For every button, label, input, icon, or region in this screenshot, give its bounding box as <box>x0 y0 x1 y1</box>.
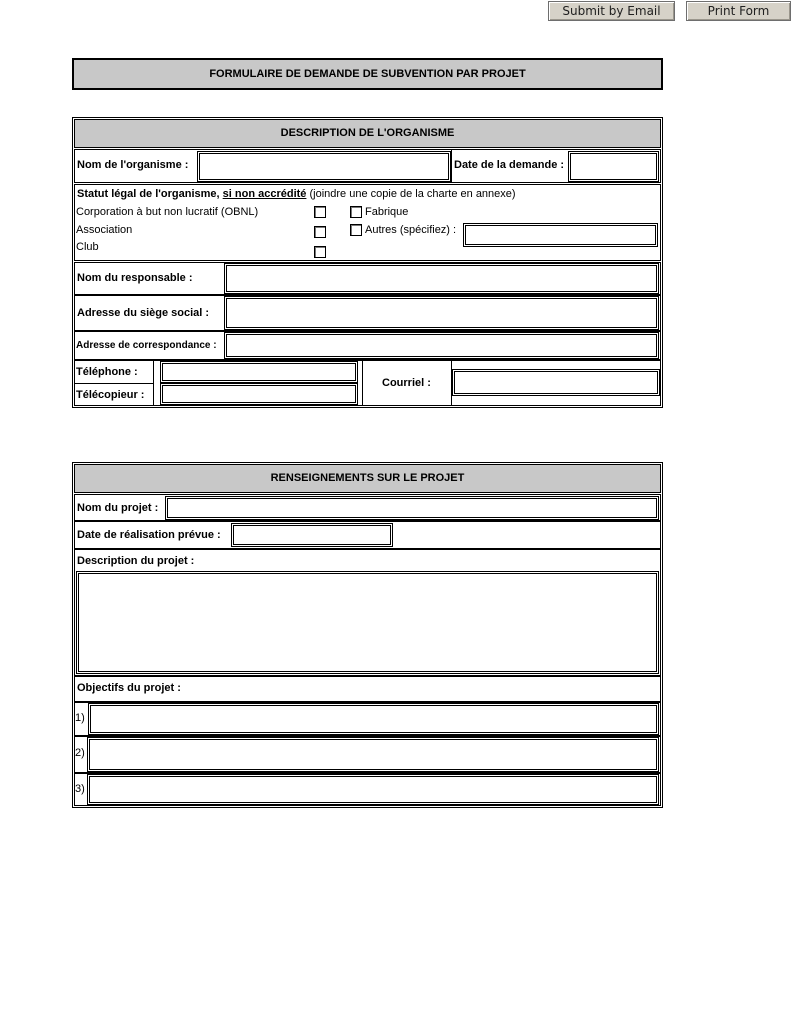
description-field[interactable] <box>76 571 659 674</box>
responsable-field[interactable] <box>224 263 659 294</box>
siege-label: Adresse du siège social : <box>77 307 210 319</box>
objectif-1-number: 1) <box>75 712 85 724</box>
organisme-name-field[interactable] <box>197 151 451 182</box>
telephone-label: Téléphone : <box>76 366 138 378</box>
correspondance-field[interactable] <box>224 332 659 359</box>
objectif-3-number: 3) <box>75 783 85 795</box>
correspondance-label: Adresse de correspondance : <box>76 340 217 351</box>
projet-name-field[interactable] <box>165 496 659 520</box>
statut-legal-condition: si non accrédité <box>222 188 307 200</box>
courriel-field[interactable] <box>452 369 660 396</box>
date-demande-label: Date de la demande : <box>454 159 565 171</box>
responsable-label: Nom du responsable : <box>77 272 193 284</box>
date-realisation-label: Date de réalisation prévue : <box>77 529 221 541</box>
courriel-label: Courriel : <box>382 377 431 389</box>
autres-field[interactable] <box>463 223 658 247</box>
objectif-2-number: 2) <box>75 747 85 759</box>
date-realisation-field[interactable] <box>231 523 393 547</box>
option-fabrique-label: Fabrique <box>365 206 409 218</box>
fabrique-checkbox[interactable] <box>350 206 362 218</box>
siege-field[interactable] <box>224 296 659 330</box>
option-association-label: Association <box>76 224 133 236</box>
objectifs-label: Objectifs du projet : <box>77 682 181 694</box>
objectif-2-field[interactable] <box>87 737 659 772</box>
telephone-field[interactable] <box>160 361 358 383</box>
print-form-button[interactable]: Print Form <box>686 1 791 21</box>
date-demande-field[interactable] <box>568 151 659 182</box>
telecopieur-label: Télécopieur : <box>76 389 145 401</box>
option-club-label: Club <box>76 241 99 253</box>
association-checkbox[interactable] <box>314 226 326 238</box>
telecopieur-field[interactable] <box>160 383 358 405</box>
statut-legal-label: Statut légal de l'organisme, <box>77 188 220 200</box>
projet-name-label: Nom du projet : <box>77 502 159 514</box>
objectif-3-field[interactable] <box>87 774 659 805</box>
projet-section-title: RENSEIGNEMENTS SUR LE PROJET <box>74 464 661 493</box>
submit-by-email-button[interactable]: Submit by Email <box>548 1 675 21</box>
option-obnl-label: Corporation à but non lucratif (OBNL) <box>76 206 259 218</box>
statut-legal-note: (joindre une copie de la charte en annexe) <box>309 188 516 200</box>
form-title: FORMULAIRE DE DEMANDE DE SUBVENTION PAR PROJET <box>209 68 526 80</box>
autres-checkbox[interactable] <box>350 224 362 236</box>
objectif-1-field[interactable] <box>88 703 659 735</box>
club-checkbox[interactable] <box>314 246 326 258</box>
obnl-checkbox[interactable] <box>314 206 326 218</box>
statut-legal-heading <box>77 188 516 200</box>
organisme-section-title: DESCRIPTION DE L'ORGANISME <box>74 119 661 148</box>
description-label: Description du projet : <box>77 555 195 567</box>
option-autres-label: Autres (spécifiez) : <box>365 224 457 236</box>
organisme-name-label: Nom de l'organisme : <box>77 159 189 171</box>
form-title-box <box>72 58 663 90</box>
